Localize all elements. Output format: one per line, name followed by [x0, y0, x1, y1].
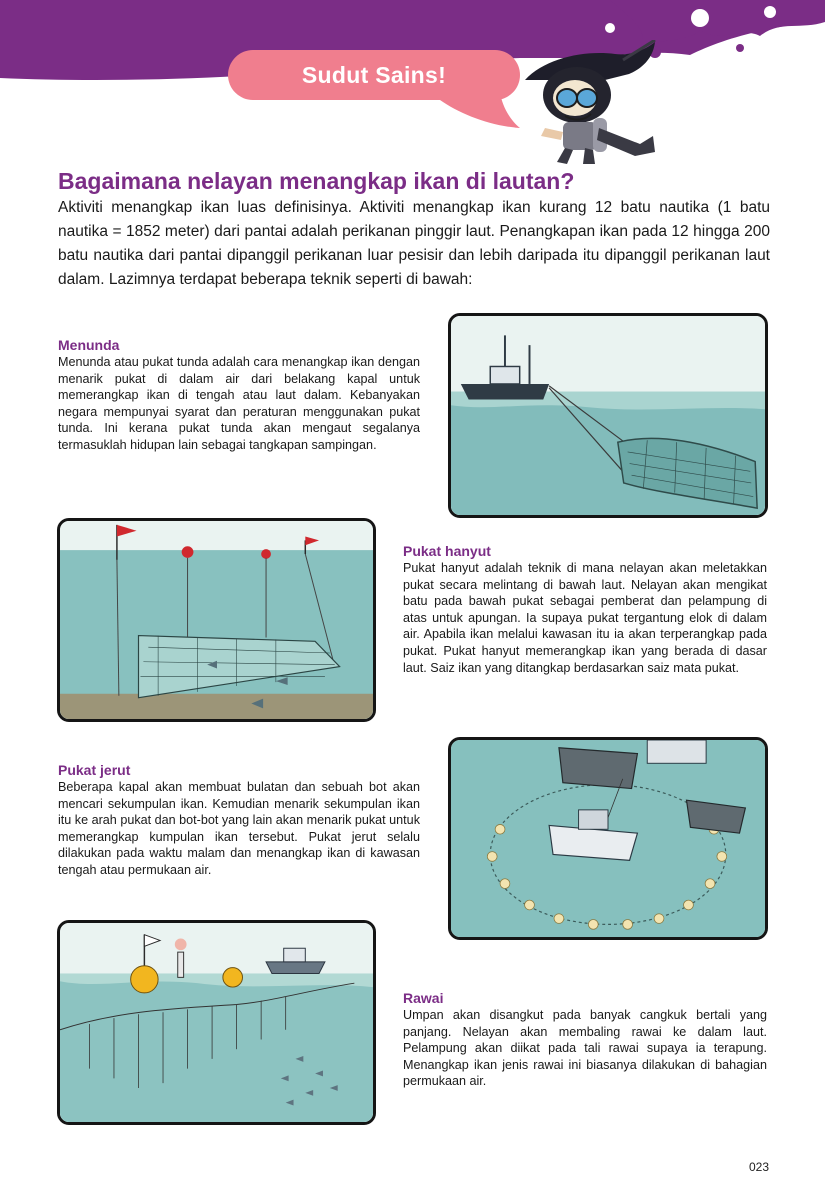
longline-illustration [57, 920, 376, 1125]
section-title-rawai: Rawai [403, 990, 444, 1006]
trawling-illustration [448, 313, 768, 518]
section-body-rawai: Umpan akan disangkut pada banyak cangkuk bertali yang panjang. Nelayan akan membaling rawai ke dalam laut. Pelampung akan diikat pada tali rawai supaya ia terapung. Menangkap ikan jenis rawai ini biasanya dilakukan di bahagian permukaan air. [403, 1008, 767, 1089]
section-title-menunda: Menunda [58, 337, 120, 353]
intro-paragraph: Aktiviti menangkap ikan luas definisinya. Aktiviti menangkap ikan kurang 12 batu nautika (1 batu nautika = 1852 meter) dari pantai adalah perikanan pinggir laut. Penangkapan ikan pada 12 hingga 200 batu nautika dari pantai dipanggil perikanan luar pesisir dan lebih daripada itu dipanggil perikanan laut dalam. Lazimnya terdapat beberapa teknik seperti di bawah: [58, 199, 770, 288]
section-badge-label: Sudut Sains! [301, 61, 447, 88]
drift-net-illustration [57, 518, 376, 722]
purse-seine-illustration [448, 737, 768, 940]
diver-mascot-illustration [505, 40, 660, 165]
section-body-menunda: Menunda atau pukat tunda adalah cara menangkap ikan dengan menarik pukat di dalam air dari belakang kapal untuk memerangkap ikan di tengah atau laut dalam. Kebanyakan negara mempunyai syarat dan peraturan menggunakan pukat tunda. Ini kerana pukat tunda akan mengaut segalanya termasuklah hidupan lain sebagai tangkapan sampingan. [58, 355, 420, 452]
page-number: 023 [748, 1160, 769, 1174]
section-title-pukat-hanyut: Pukat hanyut [403, 543, 491, 559]
section-body-pukat-jerut: Beberapa kapal akan membuat bulatan dan sebuah bot akan mencari sekumpulan ikan. Kemudian menarik sekumpulan ikan itu ke arah pukat dan bot-bot yang lain akan menarik pukat untuk memerangkap kumpulan ikan tersebut. Pukat jerut selalu dilakukan pada waktu malam dan menangkap ikan di kawasan tengah atau permukaan air. [58, 780, 420, 877]
section-title-pukat-jerut: Pukat jerut [58, 762, 131, 778]
section-badge [228, 50, 520, 100]
page-title: Bagaimana nelayan menangkap ikan di lautan? [58, 168, 575, 194]
section-body-pukat-hanyut: Pukat hanyut adalah teknik di mana nelayan akan meletakkan pukat secara melintang di bawah laut. Nelayan akan mengikat batu pada bawah pukat sebagai pemberat dan pelampung di atas untuk apungan. Ia supaya pukat tergantung elok di dalam air. Apabila ikan melalui kawasan itu ia akan terperangkap pada pukat. Pukat hanyut memerangkap ikan yang berada di dasar laut. Saiz ikan yang ditangkap berdasarkan saiz mata pukat. [403, 561, 767, 675]
